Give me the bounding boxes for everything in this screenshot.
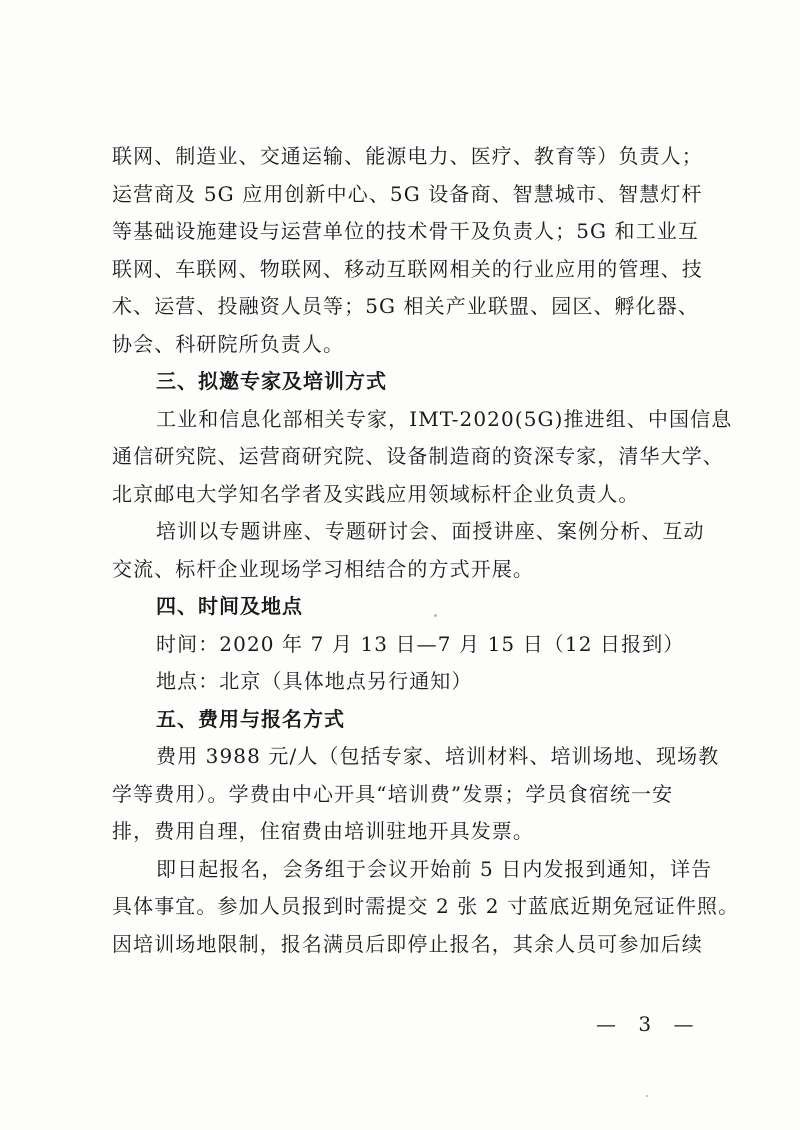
paragraph-line: 培训以专题讲座、专题研讨会、面授讲座、案例分析、互动 <box>156 519 705 543</box>
paragraph-line: 运营商及 5G 应用创新中心、5G 设备商、智慧城市、智慧灯杆 <box>112 181 703 206</box>
paragraph-line: 联网、车联网、物联网、移动互联网相关的行业应用的管理、技 <box>112 256 703 281</box>
paragraph-line: 术、运营、投融资人员等；5G 相关产业联盟、园区、孵化器、 <box>112 294 699 318</box>
paragraph-line: 协会、科研院所负责人。 <box>112 331 345 356</box>
paragraph-line: 北京邮电大学知名学者及实践应用领域标杆企业负责人。 <box>112 481 640 506</box>
place-line: 地点：北京（具体地点另行通知） <box>156 669 473 693</box>
scan-speck <box>646 1095 648 1097</box>
section-heading-fees: 五、费用与报名方式 <box>156 706 345 731</box>
time-line: 时间：2020 年 7 月 13 日—7 月 15 日（12 日报到） <box>156 631 685 656</box>
paragraph-line: 具体事宜。参加人员报到时需提交 2 张 2 寸蓝底近期免冠证件照。 <box>112 894 740 918</box>
paragraph-line: 通信研究院、运营商研究院、设备制造商的资深专家，清华大学、 <box>112 444 724 468</box>
scan-speck <box>434 614 437 617</box>
paragraph-line: 即日起报名，会务组于会议开始前 5 日内发报到通知，详告 <box>156 856 713 881</box>
paragraph-line: 排，费用自理，住宿费由培训驻地开具发票。 <box>112 819 534 843</box>
section-heading-experts: 三、拟邀专家及培训方式 <box>156 369 387 393</box>
paragraph-line: 联网、制造业、交通运输、能源电力、医疗、教育等）负责人； <box>112 144 703 168</box>
section-heading-time-place: 四、时间及地点 <box>156 594 303 618</box>
page-number: — 3 — <box>596 1012 702 1036</box>
paragraph-line: 工业和信息化部相关专家，IMT-2020(5G)推进组、中国信息 <box>156 406 733 431</box>
paragraph-line: 费用 3988 元/人（包括专家、培训材料、培训场地、现场教 <box>156 744 720 768</box>
paragraph-line: 等基础设施建设与运营单位的技术骨干及负责人；5G 和工业互 <box>112 219 699 243</box>
paragraph-line: 交流、标杆企业现场学习相结合的方式开展。 <box>112 556 534 581</box>
paragraph-line: 因培训场地限制，报名满员后即停止报名，其余人员可参加后续 <box>112 931 703 956</box>
document-body <box>112 138 740 963</box>
paragraph-line: 学等费用）。学费由中心开具“培训费”发票；学员食宿统一安 <box>112 781 674 806</box>
